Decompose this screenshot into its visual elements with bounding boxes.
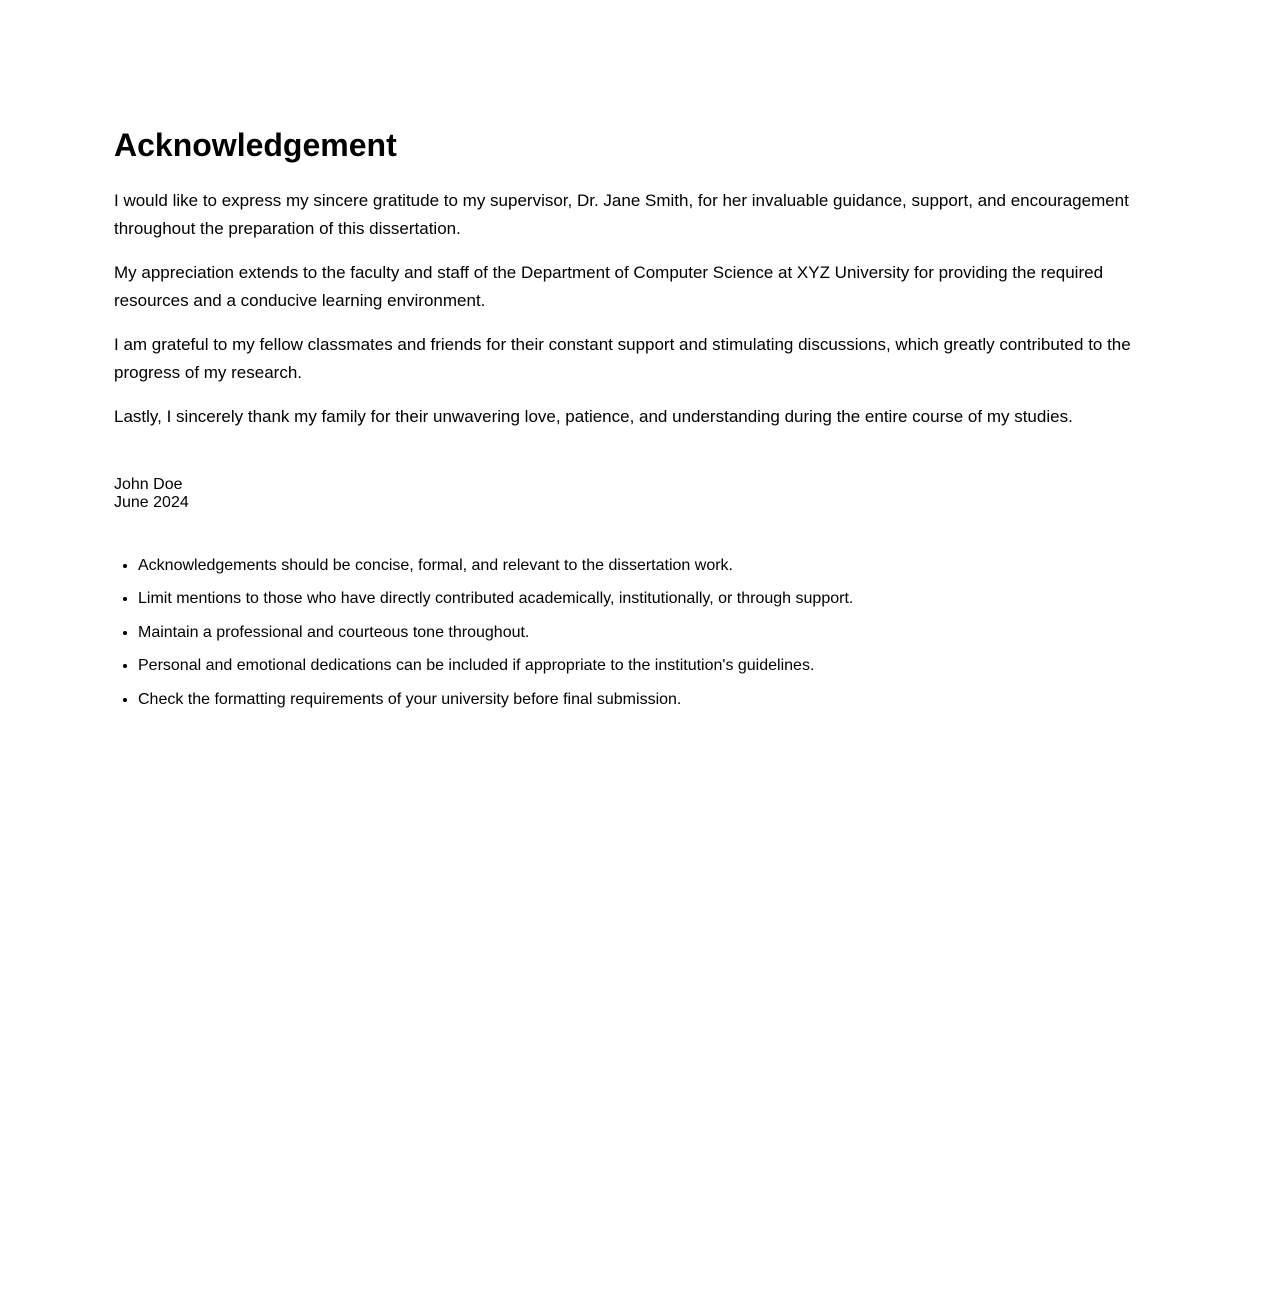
paragraph-faculty: My appreciation extends to the faculty and staff of the Department of Computer Science at XYZ University for providing the required resources and a conducive learning environment. [114, 263, 1104, 310]
guidelines-list [114, 555, 1164, 710]
acknowledgement-body [114, 187, 1164, 431]
paragraph-family: Lastly, I sincerely thank my family for their unwavering love, patience, and understanding during the entire course of my studies. [114, 407, 1073, 426]
list-item: • Acknowledgements should be concise, formal, and relevant to the dissertation work. [138, 555, 1164, 576]
list-item: • Maintain a professional and courteous tone throughout. [138, 622, 1164, 643]
paragraph-supervisor: I would like to express my sincere gratitude to my supervisor, Dr. Jane Smith, for her invaluable guidance, support, and encouragement throughout the preparation of this dissertation. [114, 191, 1129, 238]
paragraph-classmates: I am grateful to my fellow classmates and friends for their constant support and stimulating discussions, which greatly contributed to the progress of my research. [114, 335, 1131, 382]
signature-block [114, 476, 1164, 512]
list-item: • Check the formatting requirements of your university before final submission. [138, 689, 1164, 710]
signature-name: John Doe [114, 475, 183, 493]
list-item: • Limit mentions to those who have directly contributed academically, institutionally, or through support. [138, 588, 1164, 609]
list-item: • Personal and emotional dedications can be included if appropriate to the institution's guidelines. [138, 655, 1164, 676]
signature-date: June 2024 [114, 493, 189, 511]
page-title: Acknowledgement [114, 127, 397, 163]
